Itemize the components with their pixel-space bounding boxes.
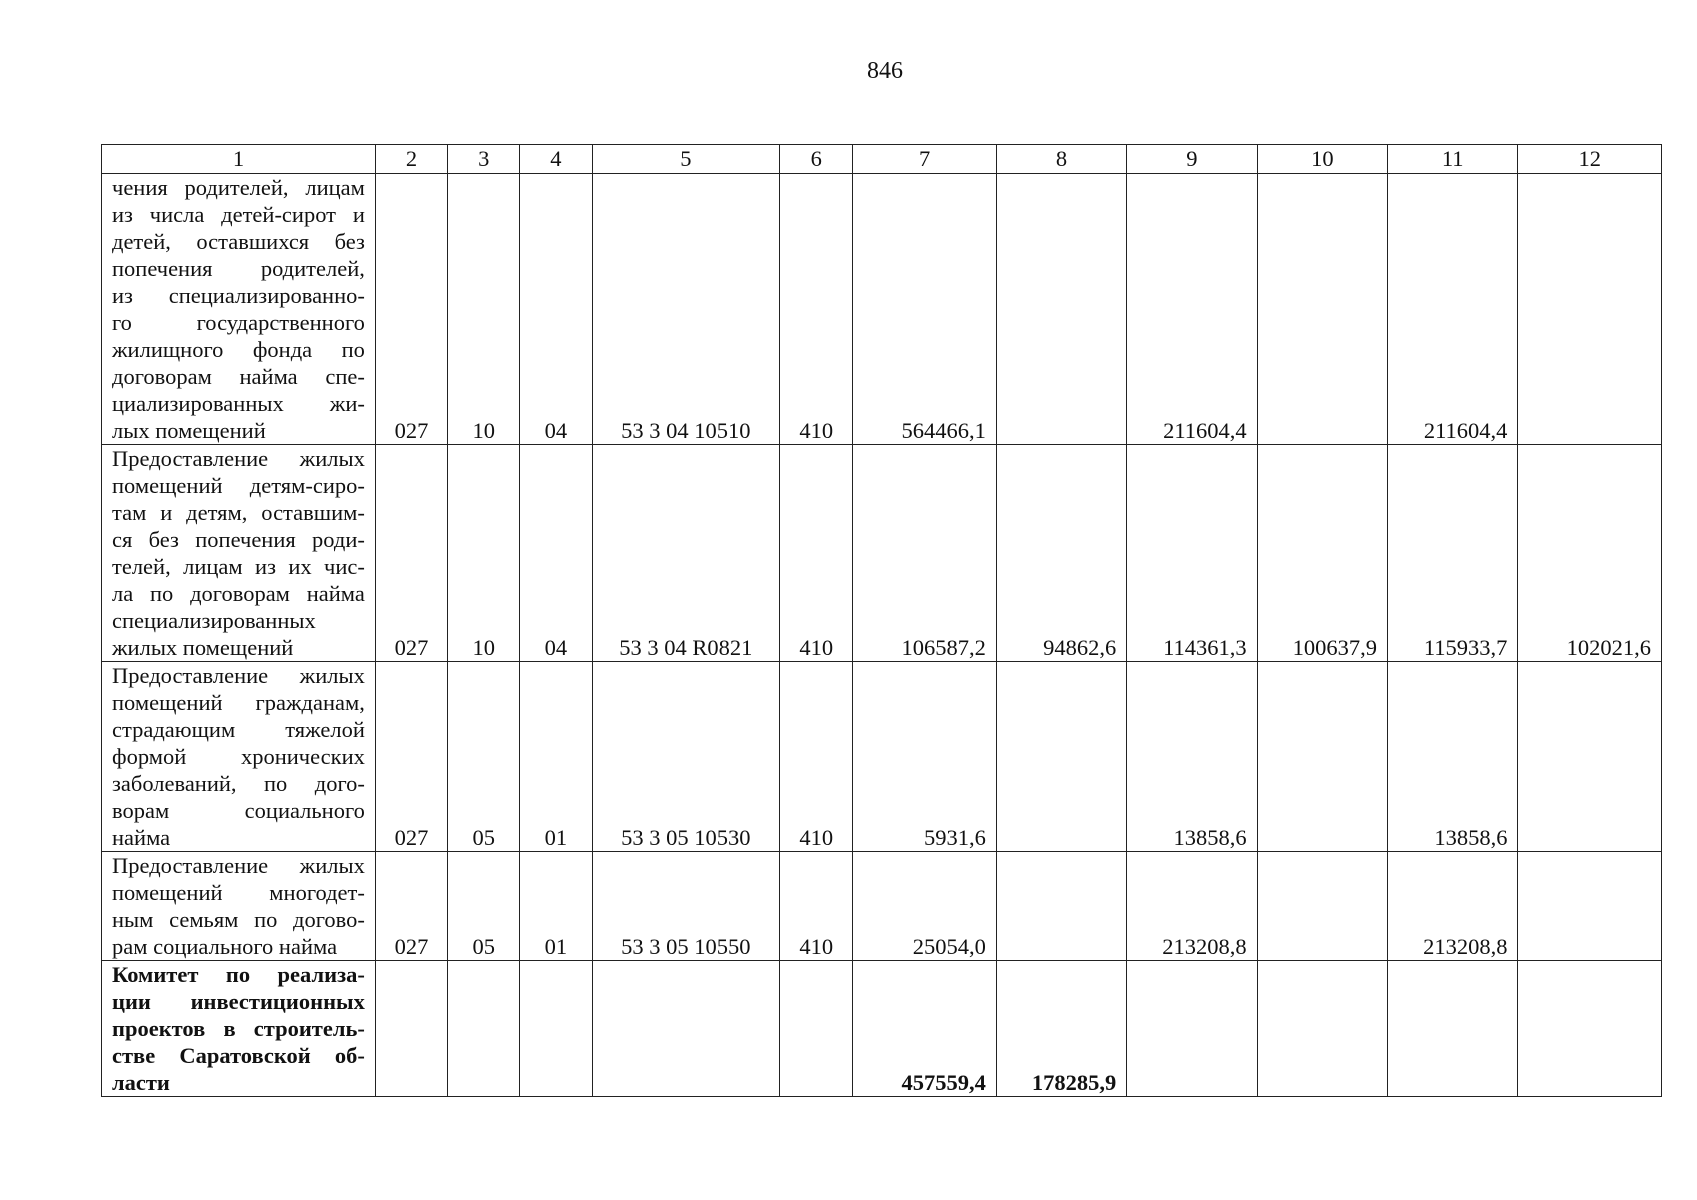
cell-col8: 94862,6 <box>996 445 1126 662</box>
description-line: телей, лицам из их чис- <box>112 554 365 579</box>
cell-col3: 05 <box>448 662 520 852</box>
description-line: ции инвестиционных <box>112 989 365 1014</box>
cell-col3 <box>448 961 520 1097</box>
description-line: ся без попечения роди- <box>112 527 365 552</box>
cell-col12 <box>1518 662 1662 852</box>
description-line: рам социального найма <box>112 934 338 959</box>
description-line: там и детям, оставшим- <box>112 500 365 525</box>
row-description <box>102 961 376 1097</box>
cell-col3: 05 <box>448 852 520 961</box>
table-row <box>102 852 1662 961</box>
cell-col9 <box>1127 961 1257 1097</box>
description-line: договорам найма спе- <box>112 364 365 389</box>
cell-col2: 027 <box>375 445 447 662</box>
cell-col9: 114361,3 <box>1127 445 1257 662</box>
cell-col9: 13858,6 <box>1127 662 1257 852</box>
table-row <box>102 174 1662 445</box>
table-row <box>102 961 1662 1097</box>
cell-col3: 10 <box>448 445 520 662</box>
cell-col12: 102021,6 <box>1518 445 1662 662</box>
description-line: ным семьям по догово- <box>112 907 365 932</box>
column-header: 3 <box>448 145 520 174</box>
column-header: 2 <box>375 145 447 174</box>
description-line: циализированных жи- <box>112 391 365 416</box>
column-header: 10 <box>1257 145 1387 174</box>
cell-col2 <box>375 961 447 1097</box>
cell-col5 <box>592 961 780 1097</box>
cell-col5: 53 3 04 R0821 <box>592 445 780 662</box>
cell-col10 <box>1257 961 1387 1097</box>
column-header: 7 <box>853 145 996 174</box>
column-header: 1 <box>102 145 376 174</box>
row-description <box>102 852 376 961</box>
cell-col5: 53 3 05 10530 <box>592 662 780 852</box>
table-row <box>102 662 1662 852</box>
description-line: помещений многодет- <box>112 880 365 905</box>
cell-col7: 25054,0 <box>853 852 996 961</box>
cell-col6: 410 <box>780 445 853 662</box>
cell-col12 <box>1518 174 1662 445</box>
cell-col4: 01 <box>520 662 592 852</box>
cell-col5: 53 3 04 10510 <box>592 174 780 445</box>
description-line: из специализированно- <box>112 283 365 308</box>
cell-col2: 027 <box>375 852 447 961</box>
description-line: Предоставление жилых <box>112 446 365 471</box>
description-line: го государственного <box>112 310 365 335</box>
cell-col8 <box>996 174 1126 445</box>
cell-col3: 10 <box>448 174 520 445</box>
cell-col10 <box>1257 174 1387 445</box>
cell-col12 <box>1518 961 1662 1097</box>
cell-col2: 027 <box>375 174 447 445</box>
cell-col4 <box>520 961 592 1097</box>
cell-col7: 457559,4 <box>853 961 996 1097</box>
cell-col7: 106587,2 <box>853 445 996 662</box>
cell-col10 <box>1257 852 1387 961</box>
description-line: жилищного фонда по <box>112 337 365 362</box>
cell-col11 <box>1388 961 1518 1097</box>
description-line: страдающим тяжелой <box>112 717 365 742</box>
description-line: лых помещений <box>112 418 266 443</box>
column-header: 11 <box>1388 145 1518 174</box>
cell-col9: 211604,4 <box>1127 174 1257 445</box>
cell-col7: 564466,1 <box>853 174 996 445</box>
cell-col11: 211604,4 <box>1388 174 1518 445</box>
description-line: помещений гражданам, <box>112 690 365 715</box>
column-header: 12 <box>1518 145 1662 174</box>
cell-col11: 213208,8 <box>1388 852 1518 961</box>
budget-table <box>101 144 1662 1097</box>
description-line: попечения родителей, <box>112 256 365 281</box>
column-header: 4 <box>520 145 592 174</box>
row-description <box>102 174 376 445</box>
cell-col4: 04 <box>520 174 592 445</box>
cell-col6: 410 <box>780 852 853 961</box>
cell-col6: 410 <box>780 174 853 445</box>
row-description <box>102 445 376 662</box>
description-line: стве Саратовской об- <box>112 1043 365 1068</box>
cell-col6 <box>780 961 853 1097</box>
cell-col5: 53 3 05 10550 <box>592 852 780 961</box>
description-line: специализированных <box>112 608 316 633</box>
description-line: проектов в строитель- <box>112 1016 365 1041</box>
cell-col8 <box>996 662 1126 852</box>
description-line: Предоставление жилых <box>112 663 365 688</box>
table-row <box>102 445 1662 662</box>
description-line: из числа детей-сирот и <box>112 202 365 227</box>
cell-col9: 213208,8 <box>1127 852 1257 961</box>
cell-col11: 115933,7 <box>1388 445 1518 662</box>
description-line: Предоставление жилых <box>112 853 365 878</box>
description-line: заболеваний, по дого- <box>112 771 365 796</box>
cell-col12 <box>1518 852 1662 961</box>
description-line: ла по договорам найма <box>112 581 365 606</box>
column-header: 6 <box>780 145 853 174</box>
column-header: 8 <box>996 145 1126 174</box>
column-number-row <box>102 145 1662 174</box>
description-line: чения родителей, лицам <box>112 175 365 200</box>
description-line: Комитет по реализа- <box>112 962 365 987</box>
cell-col4: 01 <box>520 852 592 961</box>
cell-col8 <box>996 852 1126 961</box>
cell-col11: 13858,6 <box>1388 662 1518 852</box>
row-description <box>102 662 376 852</box>
description-line: ворам социального <box>112 798 365 823</box>
description-line: формой хронических <box>112 744 365 769</box>
column-header: 5 <box>592 145 780 174</box>
description-line: найма <box>112 825 171 850</box>
description-line: помещений детям-сиро- <box>112 473 365 498</box>
column-header: 9 <box>1127 145 1257 174</box>
cell-col7: 5931,6 <box>853 662 996 852</box>
description-line: детей, оставшихся без <box>112 229 365 254</box>
cell-col2: 027 <box>375 662 447 852</box>
cell-col10: 100637,9 <box>1257 445 1387 662</box>
cell-col8: 178285,9 <box>996 961 1126 1097</box>
cell-col6: 410 <box>780 662 853 852</box>
cell-col4: 04 <box>520 445 592 662</box>
description-line: жилых помещений <box>112 635 294 660</box>
description-line: ласти <box>112 1070 170 1095</box>
cell-col10 <box>1257 662 1387 852</box>
page-number: 846 <box>867 58 903 84</box>
